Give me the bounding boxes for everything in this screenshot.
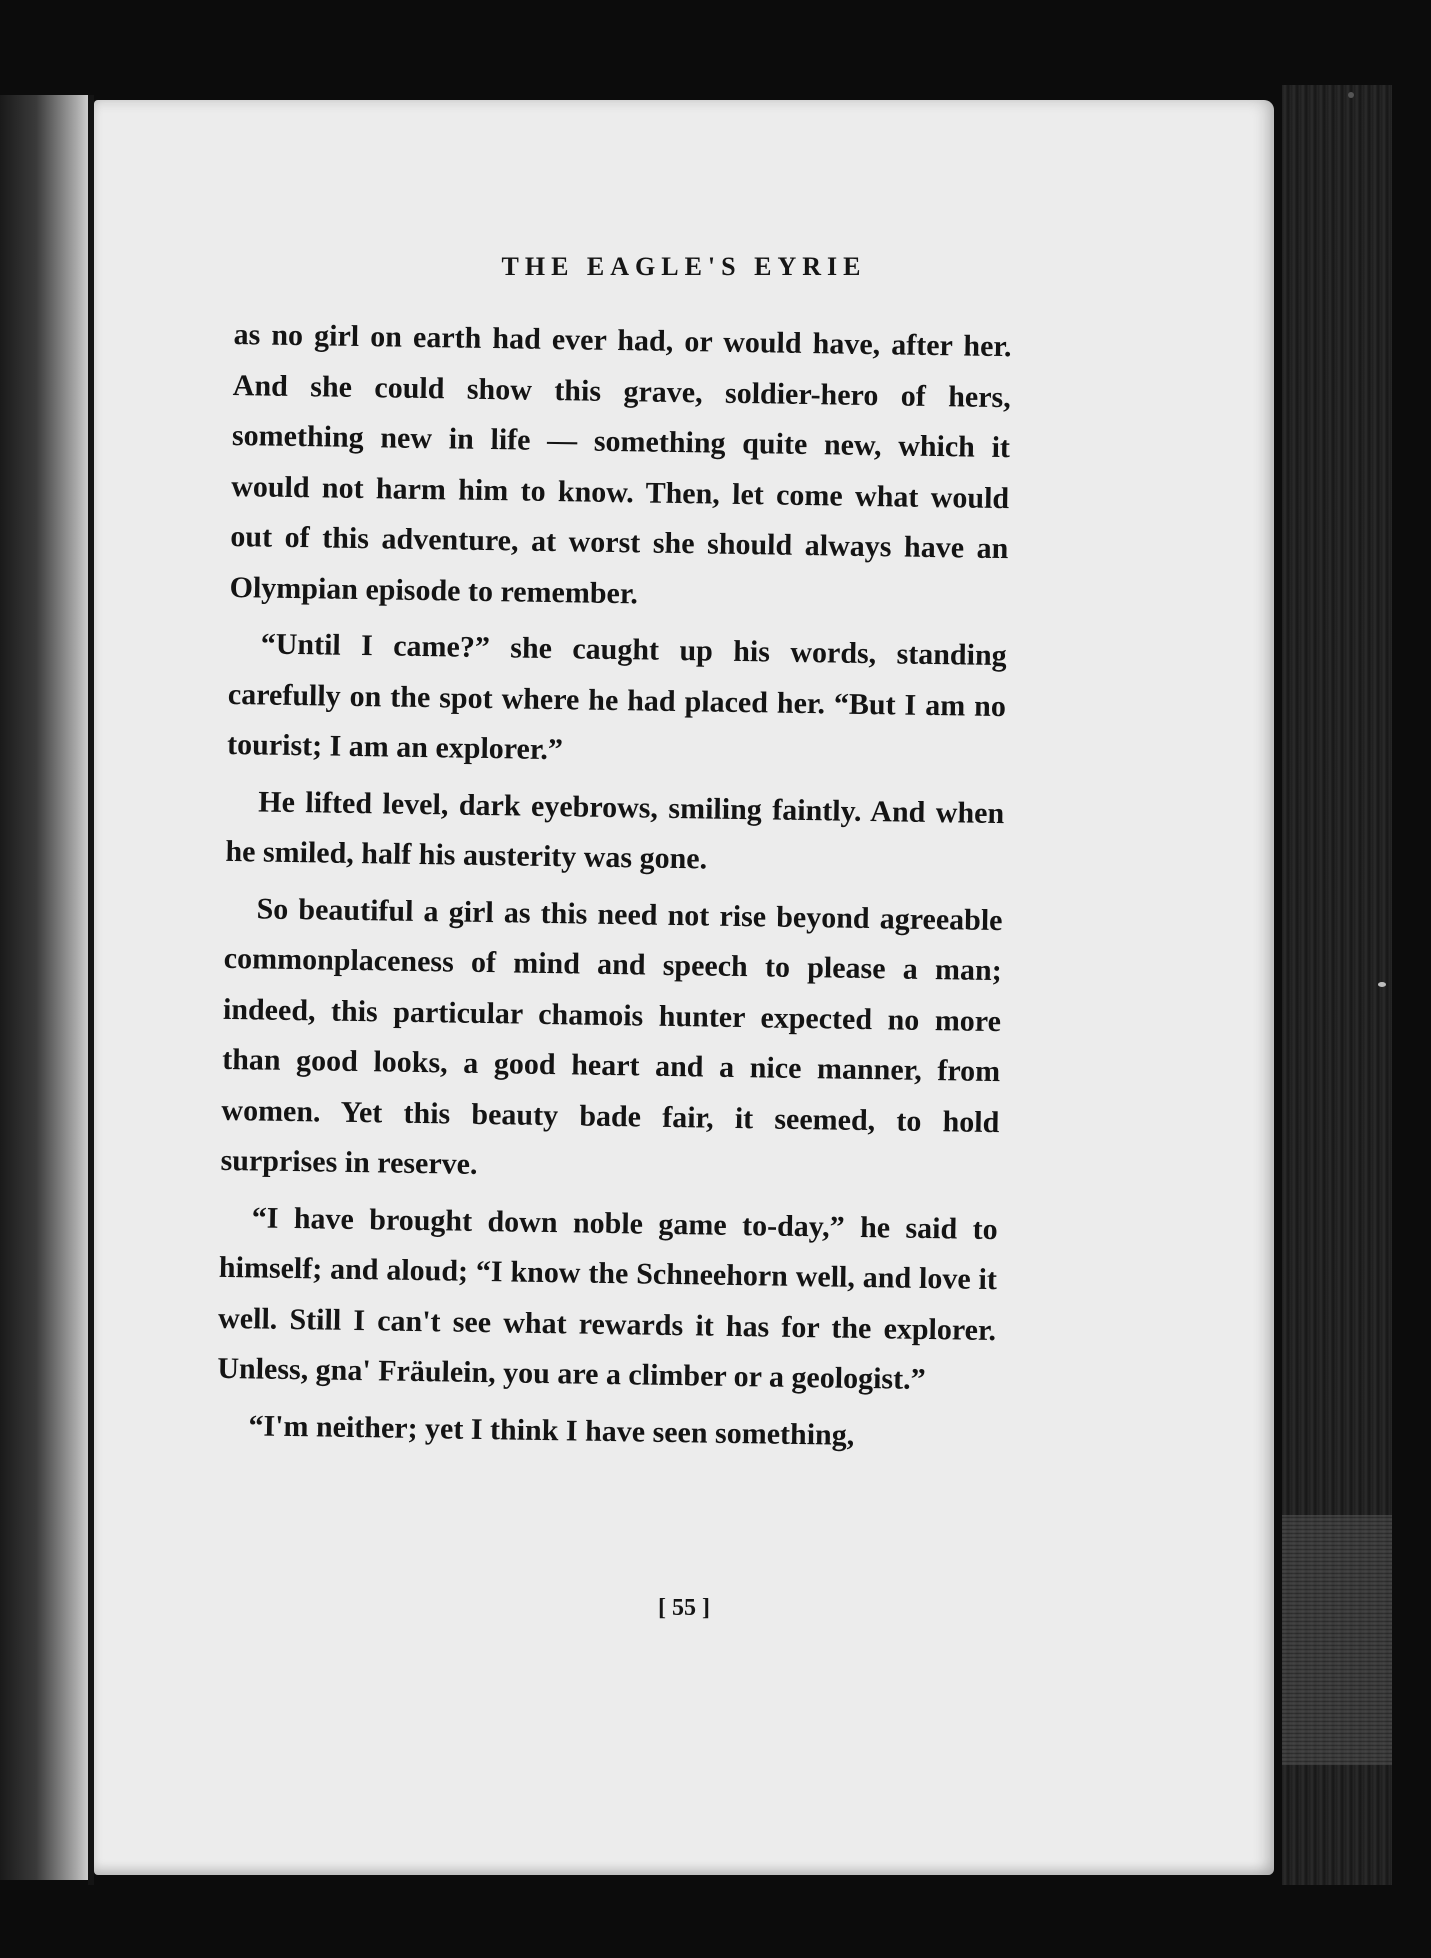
- paragraph-2: “Until I came?” she caught up his words, standing carefully on the spot where he had placed her. “But I am no tourist; I am an explorer.”: [226, 627, 1007, 767]
- paragraph-6: “I'm neither; yet I think I have seen something,: [248, 1408, 855, 1452]
- page-number: [ 55 ]: [658, 1595, 710, 1621]
- scan-speck: [1378, 982, 1386, 987]
- left-page-edge: [0, 95, 90, 1880]
- page-text: [216, 310, 1012, 1469]
- scan-speck: [1348, 92, 1354, 98]
- paragraph-5: “I have brought down noble game to-day,” he said to himself; and aloud; “I know the Schneehorn well, and love it well. Still I can't see what rewards it has for the explorer. Unless, gna' Fräulein, you are a climber or a geologist.”: [217, 1200, 998, 1396]
- paragraph-1: as no girl on earth had ever had, or would have, after her. And she could show this grave, soldier-hero of hers, something new in life — something quite new, which it would not harm him to know. Then, let come what would out of this adventure, at worst she should always have an Olympian episode to remember.: [229, 317, 1012, 610]
- paragraph-4: So beautiful a girl as this need not rise beyond agreeable commonplaceness of mind and speech to please a man; indeed, this particular chamois hunter expected no more than good looks, a good heart and a nice manner, from women. Yet this beauty bade fair, it seemed, to hold surprises in reserve.: [220, 891, 1003, 1181]
- book-page: [94, 100, 1274, 1875]
- running-title: THE EAGLE'S EYRIE: [501, 252, 867, 281]
- book-spine-edge: [1282, 85, 1392, 1885]
- paragraph-3: He lifted level, dark eyebrows, smiling faintly. And when he smiled, half his austerity was gone.: [225, 784, 1005, 876]
